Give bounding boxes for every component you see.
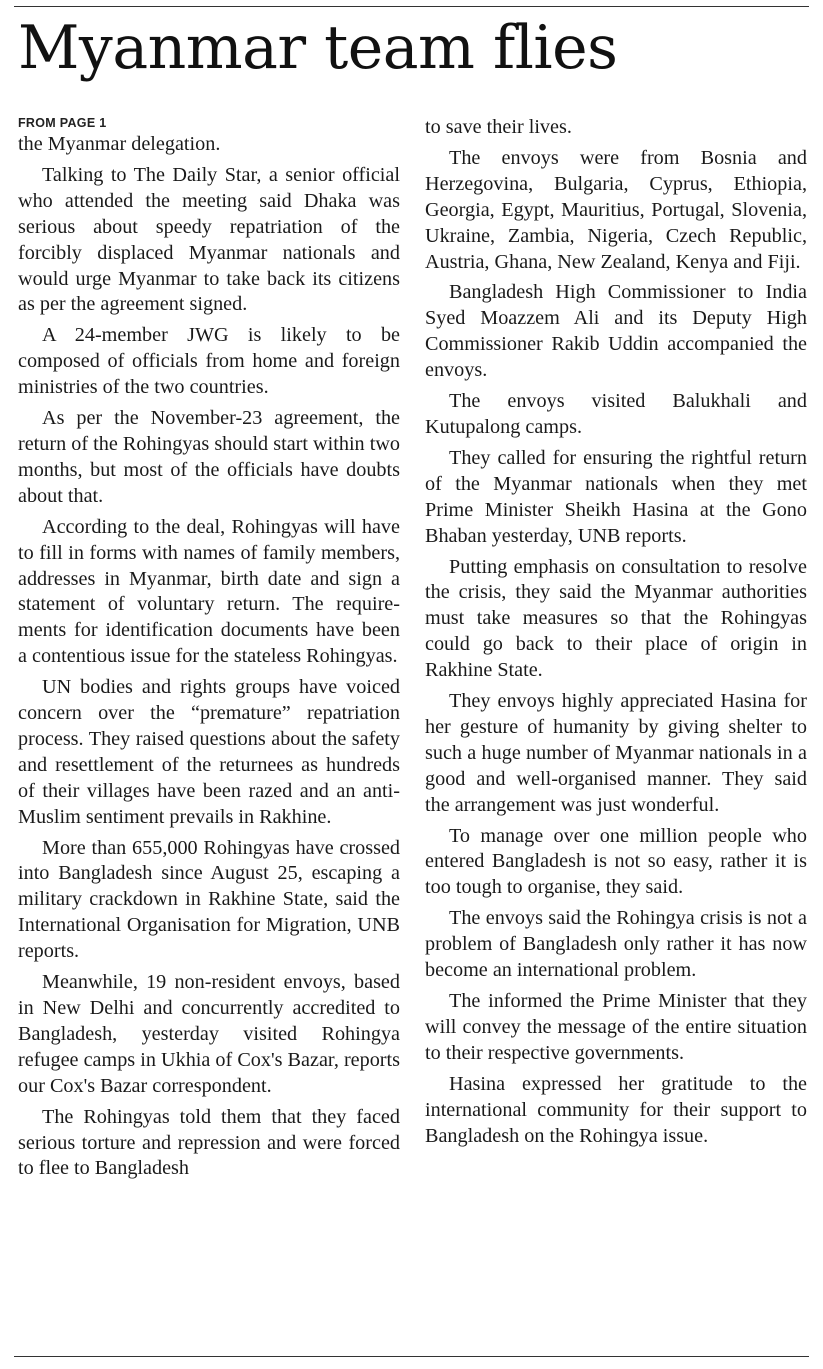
left-column bbox=[18, 115, 400, 1351]
headline: Myanmar team flies bbox=[18, 13, 618, 83]
paragraph: Bangladesh High Commissioner to India Syed Moazzem Ali and its Deputy High Commissioner Rakib Uddin accompanied the envoys. bbox=[425, 281, 807, 382]
paragraph: Meanwhile, 19 non-resident envoys, based in New Delhi and concurrently accredited to Bangladesh, yesterday visited Rohingya refugee camps in Ukhia of Cox's Bazar, reports our Cox's Bazar correspondent. bbox=[18, 971, 400, 1097]
right-column bbox=[425, 115, 807, 1351]
paragraph: UN bodies and rights groups have voiced concern over the “premature” repatriation process. They raised questions about the safety and resettlement of the returnees as hundreds of their villages have been razed and an anti-Muslim sentiment prevails in Rakhine. bbox=[18, 676, 400, 828]
paragraph: to save their lives. bbox=[425, 116, 572, 138]
paragraph: They called for ensuring the rightful return of the Myanmar nationals when they met Prime Minister Sheikh Hasina at the Gono Bhaban yesterday, UNB reports. bbox=[425, 446, 807, 547]
paragraph: To manage over one million people who entered Bangladesh is not so easy, rather it is too tough to organise, they said. bbox=[425, 824, 807, 899]
paragraph: The envoys were from Bosnia and Herzegovina, Bulgaria, Cyprus, Ethiopia, Georgia, Egypt, Mauritius, Portugal, Slovenia, Ukraine, Zambia, Nigeria, Czech Republic, Austria, Ghana, New Zealand, Kenya and Fiji. bbox=[425, 146, 807, 273]
paragraph: The informed the Prime Minister that they will convey the message of the entire situation to their respective governments. bbox=[425, 990, 807, 1064]
top-rule bbox=[14, 6, 809, 7]
paragraph: Putting emphasis on consultation to resolve the crisis, they said the Myanmar authorities must take measures so that the Rohingyas could go back to their place of origin in Rakhine State. bbox=[425, 555, 807, 682]
paragraph: The envoys said the Rohingya crisis is not a problem of Bangladesh only rather it has now become an international problem. bbox=[425, 907, 807, 982]
paragraph: Talking to The Daily Star, a senior official who attended the meeting said Dhaka was serious about speedy repatriation of the forcibly displaced Myanmar nationals and would urge Myanmar to take back its citizens as per the agreement signed. bbox=[18, 163, 400, 316]
paragraph: A 24-member JWG is likely to be composed of officials from home and foreign ministries of the two countries. bbox=[18, 324, 400, 399]
paragraph: They envoys highly appreciated Hasina for her gesture of humanity by giving shelter to such a huge number of Myanmar nationals in a good and well-organised manner. They said the arrangement was just wonderful. bbox=[425, 690, 807, 816]
paragraph: The envoys visited Balukhali and Kutupalong camps. bbox=[425, 390, 807, 438]
paragraph: The Rohingyas told them that they faced serious torture and repression and were forced to flee to Bangladesh bbox=[18, 1105, 400, 1180]
paragraph: the Myanmar delegation. bbox=[18, 133, 221, 155]
bottom-rule bbox=[14, 1356, 809, 1357]
continuation-kicker: FROM PAGE 1 bbox=[18, 116, 107, 130]
paragraph: According to the deal, Rohingyas will have to fill in forms with names of family members, addresses in Myanmar, birth date and sign a statement of voluntary return. The requirements for identification documents have been a contentious issue for the stateless Rohingyas. bbox=[18, 515, 400, 668]
paragraph: Hasina expressed her gratitude to the international community for their support to Bangladesh on the Rohingya issue. bbox=[425, 1072, 807, 1147]
paragraph: As per the November-23 agreement, the return of the Rohingyas should start within two months, but most of the officials have doubts about that. bbox=[18, 407, 400, 507]
paragraph: More than 655,000 Rohingyas have crossed into Bangladesh since August 25, escaping a military crackdown in Rakhine State, said the International Organisation for Migration, UNB reports. bbox=[18, 836, 400, 963]
